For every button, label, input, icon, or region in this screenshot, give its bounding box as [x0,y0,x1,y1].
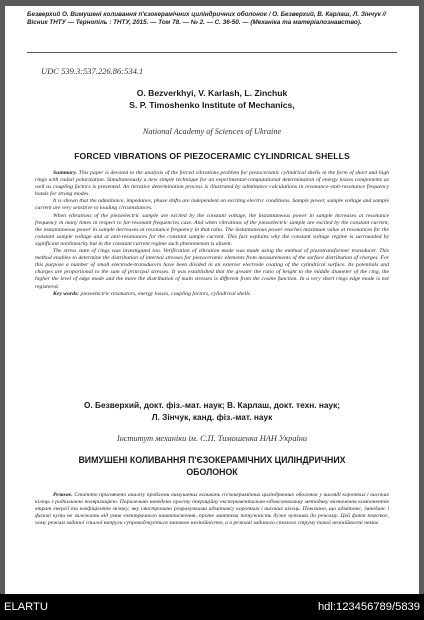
udc-code: UDC 539.3:537.226.86:534.1 [41,66,144,76]
abstract-en-p3: When vibrations of the piezoelectric sample are excited by the constant voltage, the instantaneous power in sample increases at resonance frequency in many times in respect to far-resonant frequencies case. And when vibrations of the piezoelectric sample are excited by the constant current, the instantaneous power in sample decreases at resonance frequency in that ratio. The instantaneous power reaches maximum value at resonances for the constant sample voltage and at anti-resonances for the constant sample current. This fact explains why the constant voltage regime is surrounded by significant nonlinearity but in the constant current regime such phenomenon is absent. [35,212,389,247]
authors-en-names: O. Bezverkhyi, V. Karlash, L. Zinchuk [136,88,288,98]
authors-ua-line1: О. Безверхий, докт. фіз.-мат. наук; В. Карлаш, докт. техн. наук; [83,400,341,410]
abstract-ua [35,492,389,527]
abstract-ua-text: Статтю присвячено аналізу проблеми вимушених коливань п'єзокерамічних циліндричних оболонок у вигляді коротких і високих кілець з радіальною поляризацією. Паралельно наведено просту ітераційну експериментально-обчислювальну методику визначення компонентів втрат енергії та коефіцієнтів зв'язку, яку ілюстровано розрахунками адмітансу коротких і високих кілець. Показано, що адмітанс, імпеданс і фазові кути не залежать від умов електричного навантаження, проте миттєва потужність дуже чутлива до режиму. Цей факт пояснює, чому режим заданої сталої напруги супроводжується значною нелінійністю, а в режимі заданого сталого струму такої нелінійності немає. [35,492,389,527]
summary-label: Summary. [53,170,77,176]
authors-en-institute: S. P. Timoshenko Institute of Mechanics, [129,100,295,110]
keywords-line [35,291,389,298]
keywords-label: Key words: [53,290,80,297]
abstract-en-p2: It is shown that the admittance, impedance, phase shifts are independent on exciting electric conditions. Sample power, sample voltage and sample current are very sensitive to loading circumstances. [35,198,389,212]
affiliation-en: National Academy of Sciences of Ukraine [142,127,282,136]
header-divider [27,52,397,53]
authors-en [5,87,419,111]
paper-title-en: FORCED VIBRATIONS OF PIEZOCERAMIC CYLINDRICAL SHELLS [74,151,350,161]
abstract-en-p1 [35,170,389,198]
handle-link[interactable]: hdl:123456789/5839 [317,601,420,613]
citation-header: Безверхий О. Вимушені коливання п'єзокерамічних циліндричних оболонок / О. Безверхий, В. Карлаш, Л. Зінчук // Вісник ТНТУ — Тернопіль : ТНТУ, 2015. — Том 78. — № 2. — С. 36-50. — (Механіка та матеріалознавство). [27,11,387,26]
repository-name: ELARTU [4,601,48,613]
document-page [5,6,419,594]
abstract-en [35,170,389,298]
affiliation-ua: Інститут механіки ім. С.П. Тимошенка НАН України [116,434,308,443]
repository-footer [0,594,424,620]
abstract-ua-p1 [35,492,389,527]
resume-label: Резюме. [53,492,73,498]
keywords-text: piezoelectric resonators, energy losses, coupling factors, cylindrical shells [80,290,251,297]
paper-title-ua-line2: ОБОЛОНОК [186,467,238,477]
paper-title-ua [5,454,419,478]
paper-title-ua-line1: ВИМУШЕНІ КОЛИВАННЯ П'ЄЗОКЕРАМІЧНИХ ЦИЛІНДРИЧНИХ [78,455,346,465]
abstract-en-p4: The stress state of rings was investigated too. Verification of vibration mode was made using the method of piezotransformer transducer. This method enables to determine the distribution of internal stresses for piezoceramic elements from measurements of the surface distribution of charges. For this purpose a number of small electrode-transducers have been divided in an exterior electrode coating of the cylindrical surface. Its potentials and charges are proportional to the sum of principal stresses. It was established that the greater the ratio of height to the middle diameter of the ring, the higher the level of edge mode and the more the distribution of main stresses is different from the cosine function. In a very short rings edge mode is not registered. [35,248,389,290]
authors-ua-line2: Л. Зінчук, канд. фіз.-мат. наук [151,412,273,422]
abstract-en-p1-text: This paper is devoted to the analysis of the forced vibrations problem for piezoceramic cylindrical shells in the form of short and high rings with radial polarization. Simultaneously a new simple technique for an experimental-computational determination of energy losses components as well as coupling factors is presented. An iterative determination process is illustrated by admittance calculations in resonance–anti-resonance frequency bands for strong modes. [35,170,390,198]
authors-ua [5,399,419,423]
